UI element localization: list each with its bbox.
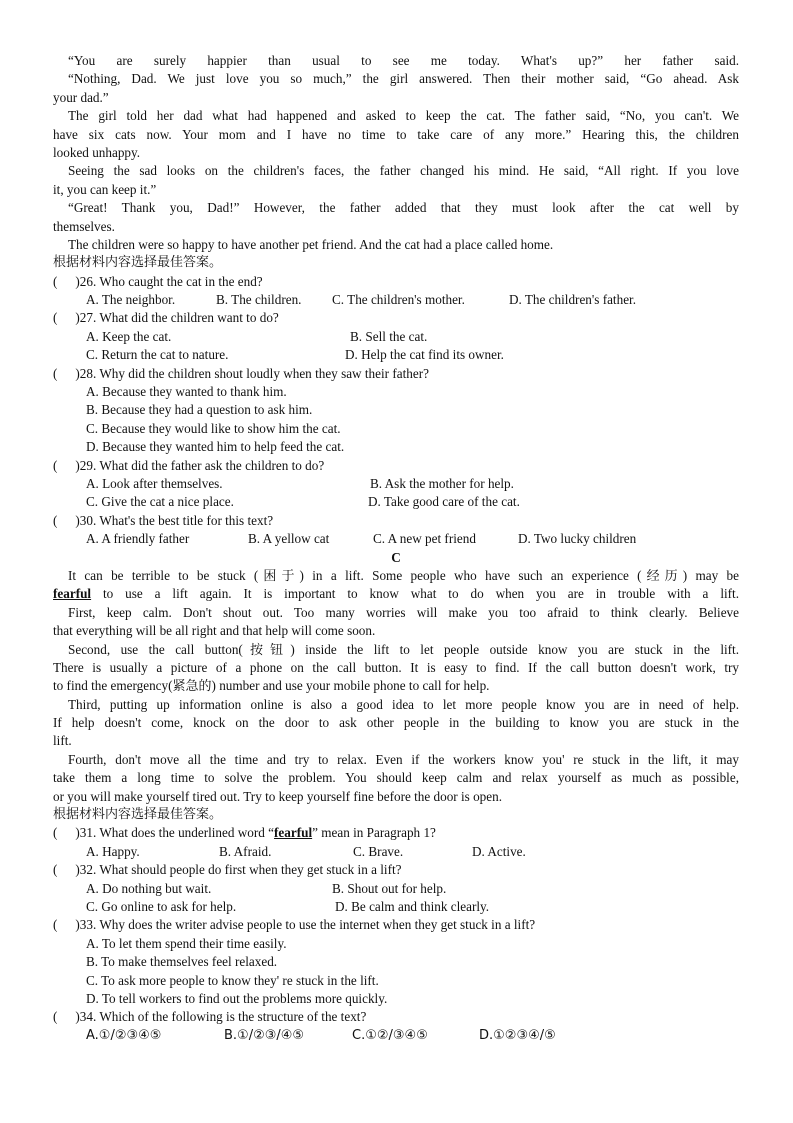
option-d[interactable]: D. The children's father. [509, 292, 637, 308]
options-26 [53, 291, 739, 309]
question-33: ( )33. Why does the writer advise people to use the internet when they get stuck in a lift? [53, 917, 536, 933]
option-d[interactable]: D.①②③④/⑤ [479, 1027, 556, 1043]
option-a[interactable]: A. The neighbor. [86, 292, 176, 308]
option-b[interactable]: B.①/②③/④⑤ [224, 1027, 305, 1043]
option-d[interactable]: D. Two lucky children [518, 531, 637, 547]
options-27 [53, 328, 739, 346]
option-d[interactable]: D. Active. [472, 843, 526, 859]
passage-line: First, keep calm. Don't shout out. Too many worries will make you too afraid to think clearly. Believe [68, 604, 739, 620]
option-c[interactable]: C. To ask more people to know they' re stuck in the lift. [86, 972, 379, 988]
underlined-word: fearful [53, 586, 92, 602]
instruction: 根据材料内容选择最佳答案。 [53, 807, 223, 823]
instruction: 根据材料内容选择最佳答案。 [53, 255, 223, 271]
option-a[interactable]: A. Keep the cat. [86, 328, 172, 344]
option-b[interactable]: B. Afraid. [219, 843, 272, 859]
passage-line: The girl told her dad what had happened and asked to keep the cat. The father said, “No, you can't. We [68, 108, 739, 124]
option-b[interactable]: B. Ask the mother for help. [370, 475, 514, 491]
passage-line: to find the emergency(紧急的) number and use your mobile phone to call for help. [53, 678, 490, 695]
option-c[interactable]: C. A new pet friend [373, 531, 476, 547]
option-d[interactable]: D. Take good care of the cat. [368, 494, 520, 510]
option-c[interactable]: C. Brave. [353, 843, 404, 859]
option-a[interactable]: A.①/②③④⑤ [86, 1027, 162, 1043]
option-b[interactable]: B. Shout out for help. [332, 880, 447, 896]
options-29 [53, 493, 739, 511]
passage-line: take them a long time to solve the problem. You should keep calm and relax yourself as much as possible, [53, 770, 739, 786]
passage-line: Seeing the sad looks on the children's faces, the father changed his mind. He said, “All right. If you love [68, 163, 739, 179]
option-d[interactable]: D. To tell workers to find out the problems more quickly. [86, 990, 388, 1006]
options-31 [53, 843, 739, 861]
option-b[interactable]: B. Because they had a question to ask him. [86, 402, 313, 418]
option-c[interactable]: C. The children's mother. [332, 292, 465, 308]
options-27 [53, 346, 739, 364]
option-b[interactable]: B. A yellow cat [248, 531, 330, 547]
underlined-word: fearful [274, 825, 313, 841]
options-30 [53, 530, 739, 548]
option-a[interactable]: A. Because they wanted to thank him. [86, 384, 287, 400]
passage-line: “You are surely happier than usual to see me today. What's up?” her father said. [68, 53, 739, 68]
question-stem: )32. What should people do first when they get stuck in a lift? [75, 862, 402, 878]
question-stem: )30. What's the best title for this text? [75, 512, 274, 528]
option-b[interactable]: B. The children. [216, 292, 302, 308]
passage-line: “Great! Thank you, Dad!” However, the father added that they must look after the cat well by [68, 200, 739, 216]
option-d[interactable]: D. Help the cat find its owner. [345, 347, 504, 363]
question-stem: )29. What did the father ask the children to do? [75, 457, 325, 473]
question-31: ( )31. What does the underlined word “fearful” mean in Paragraph 1? [53, 825, 436, 841]
passage-line: If help doesn't come, knock on the door to ask other people in the building to know you are stuck in the [53, 715, 739, 731]
passage-line: your dad.” [53, 89, 109, 105]
question-stem: )27. What did the children want to do? [75, 310, 279, 326]
option-c[interactable]: C. Because they would like to show him the cat. [86, 420, 341, 436]
passage-line: The children were so happy to have another pet friend. And the cat had a place called home. [68, 236, 554, 252]
passage-line: There is usually a picture of a phone on the call button. It is easy to find. If the call button doesn't work, try [53, 659, 739, 675]
question-stem: )34. Which of the following is the structure of the text? [75, 1009, 367, 1025]
question-stem: )28. Why did the children shout loudly when they saw their father? [75, 365, 429, 381]
option-d[interactable]: D. Be calm and think clearly. [335, 898, 490, 914]
passage-line: Second, use the call button(按钮) inside the lift to let people outside know you are stuck in the lift. [68, 641, 739, 658]
option-c[interactable]: C. Go online to ask for help. [86, 898, 237, 914]
question-stem: )26. Who caught the cat in the end? [75, 273, 263, 289]
question-stem: )33. Why does the writer advise people to use the internet when they get stuck in a lift? [75, 917, 536, 933]
option-a[interactable]: A. To let them spend their time easily. [86, 935, 287, 951]
option-c[interactable]: C.①②/③④⑤ [352, 1027, 428, 1043]
passage-line: Fourth, don't move all the time and try to relax. Even if the workers know you' re stuck in the lift, it may [68, 751, 739, 767]
question-29: ( )29. What did the father ask the children to do? [53, 457, 325, 473]
passage-line: fearful to use a lift again. It is important to know what to do when you are in trouble with a lift. [53, 586, 739, 602]
option-d[interactable]: D. Because they wanted him to help feed the cat. [86, 439, 345, 455]
option-a[interactable]: A. Do nothing but wait. [86, 880, 212, 896]
option-a[interactable]: A. A friendly father [86, 531, 190, 547]
options-32 [53, 880, 739, 898]
passage-line: “Nothing, Dad. We just love you so much,” the girl answered. Then their mother said, “Go ahead. Ask [68, 71, 739, 87]
question-28: ( )28. Why did the children shout loudly when they saw their father? [53, 365, 429, 381]
question-27: ( )27. What did the children want to do? [53, 310, 279, 326]
option-c[interactable]: C. Return the cat to nature. [86, 347, 229, 363]
passage-line: It can be terrible to be stuck (困于) in a lift. Some people who have such an experience (经历) may be [68, 567, 739, 584]
passage-line: looked unhappy. [53, 144, 141, 160]
option-a[interactable]: A. Look after themselves. [86, 475, 223, 491]
option-a[interactable]: A. Happy. [86, 843, 140, 859]
passage-line: or you will make yourself tired out. Try to keep yourself fine before the door is open. [53, 788, 503, 804]
question-32: ( )32. What should people do first when they get stuck in a lift? [53, 862, 402, 878]
passage-line: themselves. [53, 218, 115, 234]
passage-line: have six cats now. Your mom and I have no time to take care of any more.” Hearing this, the children [53, 126, 739, 142]
exam-page [53, 52, 739, 1045]
passage-line: that everything will be all right and that help will come soon. [53, 623, 376, 639]
question-30: ( )30. What's the best title for this text? [53, 512, 274, 528]
question-26: ( )26. Who caught the cat in the end? [53, 273, 263, 289]
option-b[interactable]: B. To make themselves feel relaxed. [86, 954, 278, 970]
options-32 [53, 898, 739, 916]
option-b[interactable]: B. Sell the cat. [350, 328, 428, 344]
passage-line: lift. [53, 733, 72, 749]
passage-line: it, you can keep it.” [53, 181, 157, 197]
passage-line: Third, putting up information online is also a good idea to let more people know you are in need of help. [68, 696, 739, 712]
question-34: ( )34. Which of the following is the structure of the text? [53, 1009, 367, 1025]
options-34 [53, 1027, 739, 1045]
section-heading: C [391, 549, 401, 565]
option-c[interactable]: C. Give the cat a nice place. [86, 494, 234, 510]
options-29 [53, 475, 739, 493]
